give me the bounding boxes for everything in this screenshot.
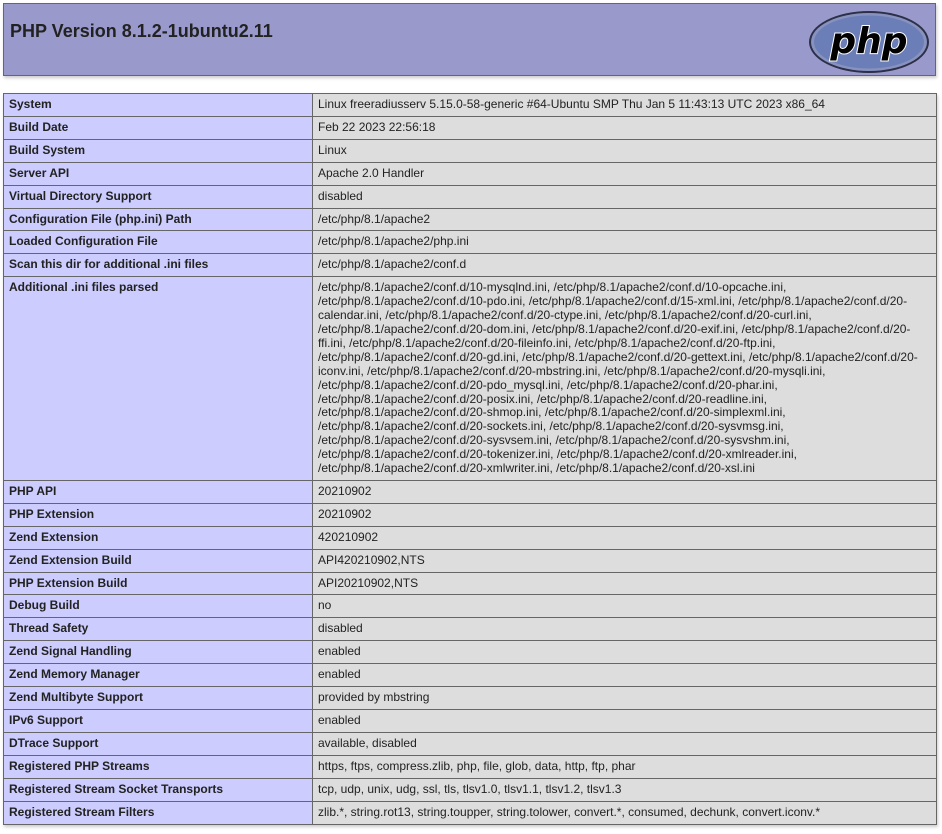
row-value: Feb 22 2023 22:56:18 xyxy=(313,116,937,139)
table-row xyxy=(4,641,937,664)
row-label: Configuration File (php.ini) Path xyxy=(4,208,313,231)
row-value: enabled xyxy=(313,664,937,687)
row-label: Build Date xyxy=(4,116,313,139)
page-header xyxy=(3,3,936,76)
table-row xyxy=(4,94,937,117)
row-label: PHP API xyxy=(4,480,313,503)
row-value: tcp, udp, unix, udg, ssl, tls, tlsv1.0, tlsv1.1, tlsv1.2, tlsv1.3 xyxy=(313,778,937,801)
row-value: no xyxy=(313,595,937,618)
row-value: 420210902 xyxy=(313,526,937,549)
row-value: /etc/php/8.1/apache2/conf.d xyxy=(313,254,937,277)
row-label: PHP Extension xyxy=(4,503,313,526)
row-value: https, ftps, compress.zlib, php, file, glob, data, http, ftp, phar xyxy=(313,755,937,778)
table-row xyxy=(4,185,937,208)
table-row xyxy=(4,208,937,231)
row-value: /etc/php/8.1/apache2/conf.d/10-mysqlnd.ini, /etc/php/8.1/apache2/conf.d/10-opcache.ini, /etc/php/8.1/apache2/conf.d/10-pdo.ini, /etc/php/8.1/apache2/conf.d/15-xml.ini, /etc/php/8.1/apache2/conf.d/20-calendar.ini, /etc/php/8.1/apache2/conf.d/20-ctype.ini, /etc/php/8.1/apache2/conf.d/20-curl.ini, /etc/php/8.1/apache2/conf.d/20-dom.ini, /etc/php/8.1/apache2/conf.d/20-exif.ini, /etc/php/8.1/apache2/conf.d/20-ffi.ini, /etc/php/8.1/apache2/conf.d/20-fileinfo.ini, /etc/php/8.1/apache2/conf.d/20-ftp.ini, /etc/php/8.1/apache2/conf.d/20-gd.ini, /etc/php/8.1/apache2/conf.d/20-gettext.ini, /etc/php/8.1/apache2/conf.d/20-iconv.ini, /etc/php/8.1/apache2/conf.d/20-mbstring.ini, /etc/php/8.1/apache2/conf.d/20-mysqli.ini, /etc/php/8.1/apache2/conf.d/20-pdo_mysql.ini, /etc/php/8.1/apache2/conf.d/20-phar.ini, /etc/php/8.1/apache2/conf.d/20-posix.ini, /etc/php/8.1/apache2/conf.d/20-readline.ini, /etc/php/8.1/apache2/conf.d/20-shmop.ini, /etc/php/8.1/apache2/conf.d/20-simplexml.ini, /etc/php/8.1/apache2/conf.d/20-sockets.ini, /etc/php/8.1/apache2/conf.d/20-sysvmsg.ini, /etc/php/8.1/apache2/conf.d/20-sysvsem.ini, /etc/php/8.1/apache2/conf.d/20-sysvshm.ini, /etc/php/8.1/apache2/conf.d/20-tokenizer.ini, /etc/php/8.1/apache2/conf.d/20-xmlreader.ini, /etc/php/8.1/apache2/conf.d/20-xmlwriter.ini, /etc/php/8.1/apache2/conf.d/20-xsl.ini xyxy=(313,277,937,481)
table-row xyxy=(4,710,937,733)
row-value: provided by mbstring xyxy=(313,687,937,710)
row-label: Zend Signal Handling xyxy=(4,641,313,664)
info-table xyxy=(3,93,937,825)
row-label: Thread Safety xyxy=(4,618,313,641)
page-title: PHP Version 8.1.2-1ubuntu2.11 xyxy=(10,21,273,41)
table-row xyxy=(4,116,937,139)
table-row xyxy=(4,277,937,481)
row-label: Zend Extension xyxy=(4,526,313,549)
table-row xyxy=(4,664,937,687)
row-value: Apache 2.0 Handler xyxy=(313,162,937,185)
row-value: enabled xyxy=(313,710,937,733)
row-label: Loaded Configuration File xyxy=(4,231,313,254)
row-label: Scan this dir for additional .ini files xyxy=(4,254,313,277)
table-row xyxy=(4,162,937,185)
row-value: API20210902,NTS xyxy=(313,572,937,595)
row-value: Linux freeradiusserv 5.15.0-58-generic #64-Ubuntu SMP Thu Jan 5 11:43:13 UTC 2023 x86_64 xyxy=(313,94,937,117)
table-row xyxy=(4,231,937,254)
row-label: Zend Multibyte Support xyxy=(4,687,313,710)
row-value: /etc/php/8.1/apache2 xyxy=(313,208,937,231)
table-row xyxy=(4,526,937,549)
row-label: Registered Stream Filters xyxy=(4,801,313,824)
table-row xyxy=(4,732,937,755)
row-label: System xyxy=(4,94,313,117)
info-table-body xyxy=(4,94,937,825)
table-row xyxy=(4,595,937,618)
row-label: Server API xyxy=(4,162,313,185)
row-value: disabled xyxy=(313,618,937,641)
row-value: /etc/php/8.1/apache2/php.ini xyxy=(313,231,937,254)
table-row xyxy=(4,755,937,778)
table-row xyxy=(4,254,937,277)
row-label: Registered PHP Streams xyxy=(4,755,313,778)
row-label: IPv6 Support xyxy=(4,710,313,733)
row-value: API420210902,NTS xyxy=(313,549,937,572)
row-label: Virtual Directory Support xyxy=(4,185,313,208)
php-logo xyxy=(808,10,930,74)
table-row xyxy=(4,480,937,503)
table-row xyxy=(4,549,937,572)
row-value: 20210902 xyxy=(313,503,937,526)
table-row xyxy=(4,503,937,526)
table-row xyxy=(4,778,937,801)
table-row xyxy=(4,801,937,824)
table-row xyxy=(4,687,937,710)
row-label: Additional .ini files parsed xyxy=(4,277,313,481)
row-label: DTrace Support xyxy=(4,732,313,755)
row-label: PHP Extension Build xyxy=(4,572,313,595)
table-row xyxy=(4,572,937,595)
row-value: Linux xyxy=(313,139,937,162)
row-label: Build System xyxy=(4,139,313,162)
row-value: zlib.*, string.rot13, string.toupper, string.tolower, convert.*, consumed, dechunk, convert.iconv.* xyxy=(313,801,937,824)
row-value: enabled xyxy=(313,641,937,664)
row-value: disabled xyxy=(313,185,937,208)
row-label: Debug Build xyxy=(4,595,313,618)
table-row xyxy=(4,139,937,162)
row-label: Zend Extension Build xyxy=(4,549,313,572)
row-label: Zend Memory Manager xyxy=(4,664,313,687)
php-logo-text: php xyxy=(830,21,908,62)
table-row xyxy=(4,618,937,641)
row-label: Registered Stream Socket Transports xyxy=(4,778,313,801)
row-value: available, disabled xyxy=(313,732,937,755)
row-value: 20210902 xyxy=(313,480,937,503)
